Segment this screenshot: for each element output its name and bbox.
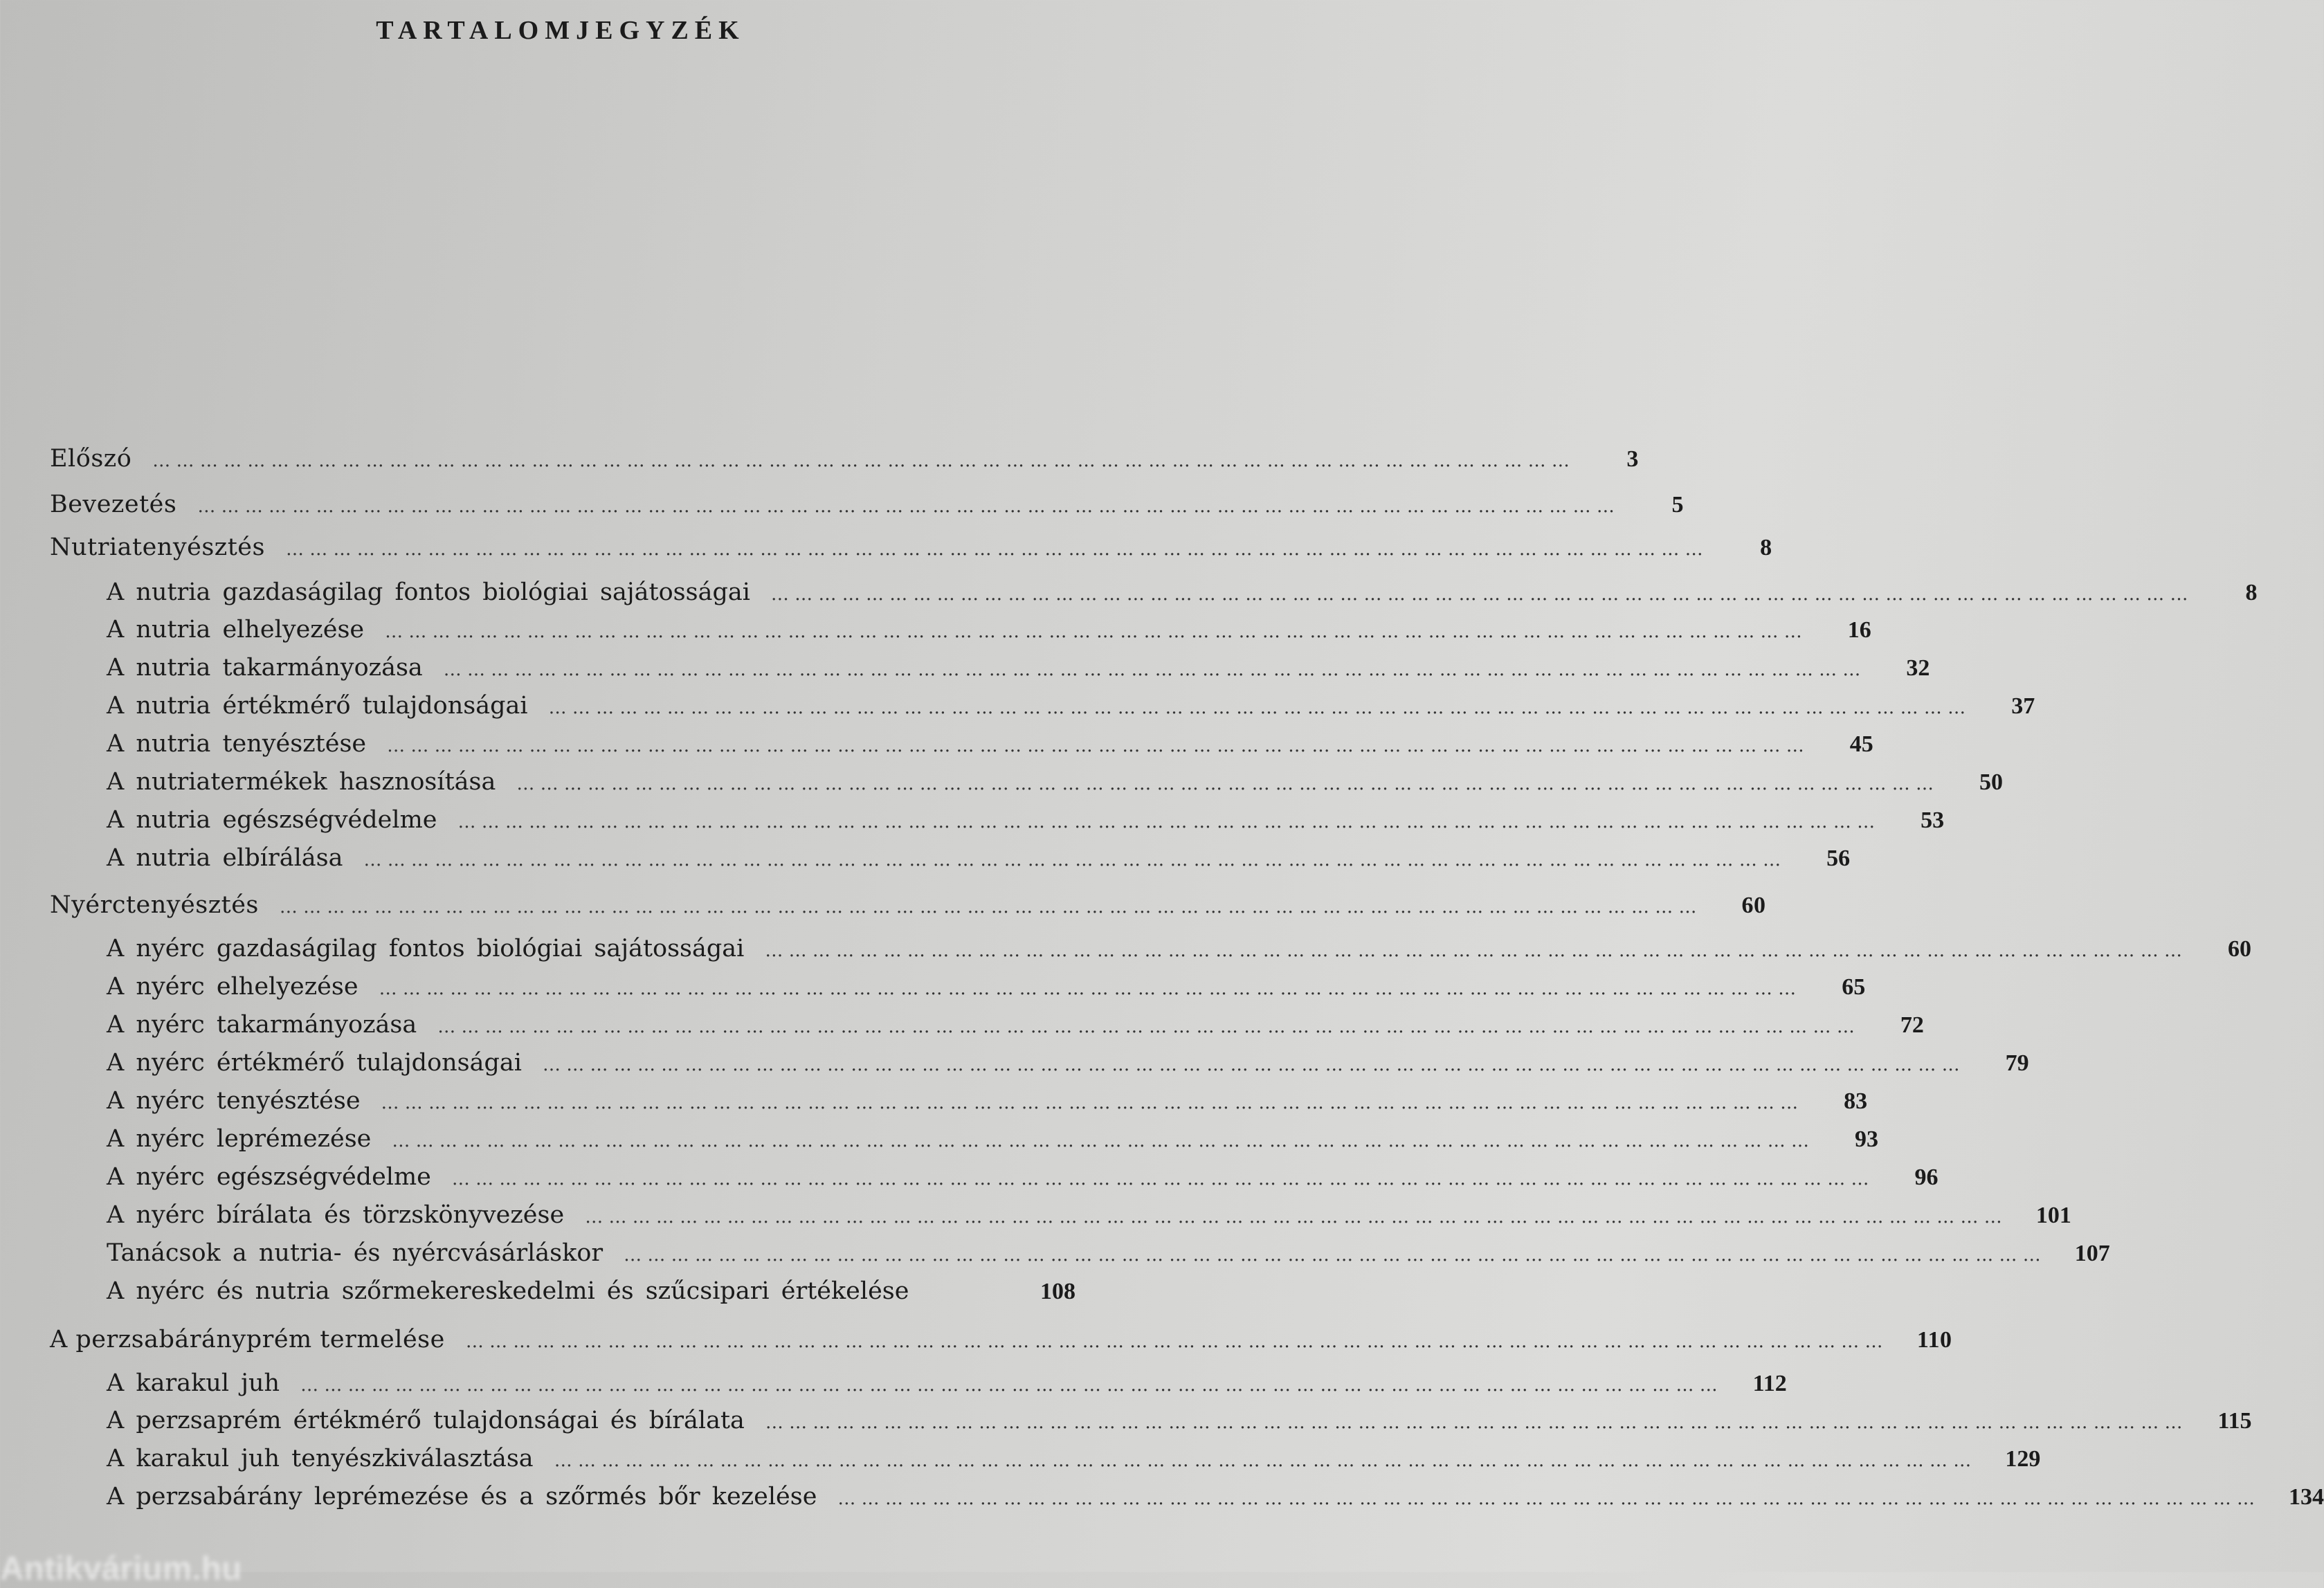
dot-leader: … … … … … … … … … … … … … … … … … … … … … … … … … … … … … … … … … … … … … … … … … … … … … … … … … … … … … … … … … … … … — [765, 1412, 2183, 1433]
toc-entry-page: 60 — [2227, 936, 2251, 962]
toc-entry-page: 5 — [1671, 492, 1684, 518]
toc-entry-page: 134 — [2289, 1484, 2324, 1510]
toc-entry — [107, 1445, 2041, 1472]
toc-entry-page: 32 — [1906, 655, 1930, 681]
toc-entry — [107, 1011, 1924, 1039]
dot-leader: … … … … … … … … … … … … … … … … … … … … … … … … … … … … … … … … … … … … … … … … … … … … … … … … … … … … … … … … … … … … — [624, 1245, 2041, 1266]
toc-entry-title: A nyérc értékmérő tulajdonságai — [107, 1049, 522, 1077]
dot-leader: … … … … … … … … … … … … … … … … … … … … … … … … … … … … … … … … … … … … … … … … … … … … … … … … … … … … … … … … … … … … — [585, 1207, 2002, 1227]
toc-entry-title: A nyérc gazdaságilag fontos biológiai sajátosságai — [107, 935, 745, 962]
page-title: TARTALOMJEGYZÉK — [376, 16, 745, 45]
toc-entry — [50, 1326, 1952, 1353]
toc-entry-page: 37 — [2011, 693, 2035, 719]
toc-entry-page: 108 — [1040, 1279, 1075, 1304]
toc-entry-page: 45 — [1849, 731, 1873, 757]
dot-leader: … … … … … … … … … … … … … … … … … … … … … … … … … … … … … … … … … … … … … … … … … … … … … … … … … … … … … … … … … … … … — [152, 450, 1570, 471]
toc-entry — [107, 806, 1945, 834]
toc-entry-title: A nutria elhelyezése — [107, 616, 365, 644]
toc-entry-title: A nyérc egészségvédelme — [107, 1163, 431, 1191]
toc-entry-page: 8 — [1760, 535, 1772, 560]
dot-leader: … … … … … … … … … … … … … … … … … … … … … … … … … … … … … … … … … … … … … … … … … … … … … … … … … … … … … … … … … … … … — [385, 621, 1802, 642]
toc-entry-title: A nutria gazdaságilag fontos biológiai sajátosságai — [107, 578, 750, 606]
toc-entry-page: 56 — [1826, 846, 1851, 871]
toc-entry — [107, 616, 1871, 644]
dot-leader: … … … … … … … … … … … … … … … … … … … … … … … … … … … … … … … … … … … … … … … … … … … … … … … … … … … … … … … … … … … … — [197, 496, 1615, 517]
toc-entry — [107, 1483, 2324, 1511]
dot-leader: … … … … … … … … … … … … … … … … … … … … … … … … … … … … … … … … … … … … … … … … … … … … … … … … … … … … … … … … … … … … — [451, 1169, 1869, 1189]
toc-entry-title: A nutria tenyésztése — [107, 730, 367, 758]
toc-entry — [107, 1277, 1075, 1305]
dot-leader: … … … … … … … … … … … … … … … … … … … … … … … … … … … … … … … … … … … … … … … … … … … … … … … … … … … … … … … … … … … … — [392, 1131, 1809, 1151]
toc-entry-title: A nyérc leprémezése — [107, 1125, 372, 1153]
toc-entry-page: 129 — [2005, 1446, 2041, 1472]
dot-leader: … … … … … … … … … … … … … … … … … … … … … … … … … … … … … … … … … … … … … … … … … … … … … … … … … … … … … … … … … … … … — [437, 1016, 1855, 1037]
toc-entry — [107, 578, 2258, 606]
toc-entry — [50, 891, 1766, 919]
dot-leader: … … … … … … … … … … … … … … … … … … … … … … … … … … … … … … … … … … … … … … … … … … … … … … … … … … … … … … … … … … … … — [279, 897, 1697, 918]
toc-entry — [107, 1201, 2071, 1229]
dot-leader: … … … … … … … … … … … … … … … … … … … … … … … … … … … … … … … … … … … … … … … … … … … … … … … … … … … … … … … … … … … … — [443, 659, 1861, 680]
toc-entry-page: 107 — [2074, 1241, 2110, 1266]
dot-leader: … … … … … … … … … … … … … … … … … … … … … … … … … … … … … … … … … … … … … … … … … … … … … … … … … … … … … … … … … … … … — [516, 774, 1934, 794]
dot-leader: … … … … … … … … … … … … … … … … … … … … … … … … … … … … … … … … … … … … … … … … … … … … … … … … … … … … … … … … … … … … — [300, 1375, 1718, 1396]
toc-entry — [107, 1163, 1939, 1191]
watermark: Antikvárium.hu — [0, 1551, 242, 1587]
toc-entry-title: Bevezetés — [50, 491, 177, 518]
toc-entry-title: A nutria elbírálása — [107, 844, 343, 872]
toc-entry-title: Nyérctenyésztés — [50, 891, 259, 919]
toc-entry — [107, 1407, 2252, 1434]
toc-entry — [107, 1087, 1868, 1115]
toc-entry-page: 53 — [1921, 807, 1945, 833]
dot-leader: … … … … … … … … … … … … … … … … … … … … … … … … … … … … … … … … … … … … … … … … … … … … … … … … … … … … … … … … … … … … — [285, 539, 1703, 560]
toc-entry-page: 112 — [1752, 1371, 1787, 1396]
dot-leader: … … … … … … … … … … … … … … … … … … … … … … … … … … … … … … … … … … … … … … … … … … … … … … … … … … … … … … … … … … … … — [363, 850, 1781, 870]
toc-entry — [107, 768, 2003, 796]
toc-entry-title: A nutriatermékek hasznosítása — [107, 768, 496, 796]
toc-entry — [107, 692, 2035, 720]
toc-entry — [107, 844, 1851, 872]
dot-leader: … … … … … … … … … … … … … … … … … … … … … … … … … … … … … … … … … … … … … … … … … … … … … … … … … … … … … … … … … … … … — [548, 697, 1966, 718]
toc-entry-title: A perzsabárányprém termelése — [50, 1326, 445, 1353]
toc-entry-title: Előszó — [50, 445, 132, 473]
dot-leader: … … … … … … … … … … … … … … … … … … … … … … … … … … … … … … … … … … … … … … … … … … … … … … … … … … … … … … … … … … … … — [381, 1093, 1799, 1113]
toc-entry-title: A nutria takarmányozása — [107, 654, 423, 682]
toc-entry — [107, 973, 1866, 1001]
toc-entry — [50, 491, 1684, 518]
toc-entry-title: Tanácsok a nutria- és nyércvásárláskor — [107, 1239, 603, 1267]
toc-entry-title: A perzsaprém értékmérő tulajdonságai és bírálata — [107, 1407, 745, 1434]
dot-leader: … … … … … … … … … … … … … … … … … … … … … … … … … … … … … … … … … … … … … … … … … … … … … … … … … … … … … … … … … … … … — [765, 940, 2182, 961]
toc-entry — [107, 730, 1873, 758]
toc-entry-page: 72 — [1900, 1012, 1924, 1038]
toc-entry-page: 93 — [1855, 1126, 1878, 1152]
dot-leader: … … … … … … … … … … … … … … … … … … … … … … … … … … … … … … … … … … … … … … … … … … … … … … … … … … … … … … … … … … … … — [837, 1488, 2255, 1509]
toc-entry-title: A nyérc tenyésztése — [107, 1087, 361, 1115]
toc-entry-page: 60 — [1741, 893, 1766, 918]
toc-entry-page: 101 — [2035, 1203, 2071, 1228]
toc-entry-title: A nyérc takarmányozása — [107, 1011, 417, 1039]
toc-entry-page: 65 — [1842, 974, 1866, 1000]
toc-entry — [107, 1239, 2110, 1267]
toc-entry — [107, 1049, 2029, 1077]
dot-leader: … … … … … … … … … … … … … … … … … … … … … … … … … … … … … … … … … … … … … … … … … … … … … … … … … … … … … … … … … … … … — [387, 736, 1804, 756]
toc-entry-page: 110 — [1916, 1327, 1952, 1353]
toc-entry — [50, 533, 1772, 561]
toc-entry-title: Nutriatenyésztés — [50, 533, 265, 561]
toc-entry-page: 115 — [2217, 1408, 2252, 1434]
toc-entry-title: A nutria egészségvédelme — [107, 806, 437, 834]
toc-entry-page: 96 — [1914, 1165, 1939, 1190]
toc-entry-title: A perzsabárány leprémezése és a szőrmés bőr kezelése — [107, 1483, 817, 1511]
dot-leader: … … … … … … … … … … … … … … … … … … … … … … … … … … … … … … … … … … … … … … … … … … … … … … … … … … … … … … … … … … … … — [457, 812, 1876, 832]
toc-entry-page: 16 — [1847, 617, 1871, 643]
toc-entry-page: 79 — [2005, 1050, 2029, 1076]
toc-entry-title: A karakul juh — [107, 1369, 280, 1397]
dot-leader: … … … … … … … … … … … … … … … … … … … … … … … … … … … … … … … … … … … … … … … … … … … … … … … … … … … … … … … … … … … … — [542, 1055, 1960, 1075]
toc-entry — [107, 935, 2251, 962]
toc-entry-page: 50 — [1979, 769, 2003, 795]
toc-entry-title: A nutria értékmérő tulajdonságai — [107, 692, 528, 720]
dot-leader: … … … … … … … … … … … … … … … … … … … … … … … … … … … … … … … … … … … … … … … … … … … … … … … … … … … … … … … … … … … … — [554, 1450, 1972, 1471]
dot-leader: … … … … … … … … … … … … … … … … … … … … … … … … … … … … … … … … … … … … … … … … … … … … … … … … … … … … … … … … … … … … — [379, 978, 1797, 999]
toc-entry — [107, 1369, 1787, 1397]
toc-entry — [50, 445, 1639, 473]
toc-entry-title: A nyérc és nutria szőrmekereskedelmi és szűcsipari értékelése — [107, 1277, 909, 1305]
toc-entry-title: A nyérc bírálata és törzskönyvezése — [107, 1201, 565, 1229]
toc-entry-title: A karakul juh tenyészkiválasztása — [107, 1445, 534, 1472]
toc-entry-page: 8 — [2245, 580, 2258, 605]
dot-leader: … … … … … … … … … … … … … … … … … … … … … … … … … … … … … … … … … … … … … … … … … … … … … … … … … … … … … … … … … … … … — [770, 584, 2188, 605]
toc-entry-title: A nyérc elhelyezése — [107, 973, 358, 1001]
toc-entry-page: 3 — [1626, 446, 1639, 472]
dot-leader: … … … … … … … … … … … … … … … … … … … … … … … … … … … … … … … … … … … … … … … … … … … … … … … … … … … … … … … … … … … … — [465, 1331, 1883, 1352]
toc-entry-page: 83 — [1844, 1088, 1868, 1114]
toc-entry — [107, 1125, 1878, 1153]
toc-entry — [107, 654, 1930, 682]
